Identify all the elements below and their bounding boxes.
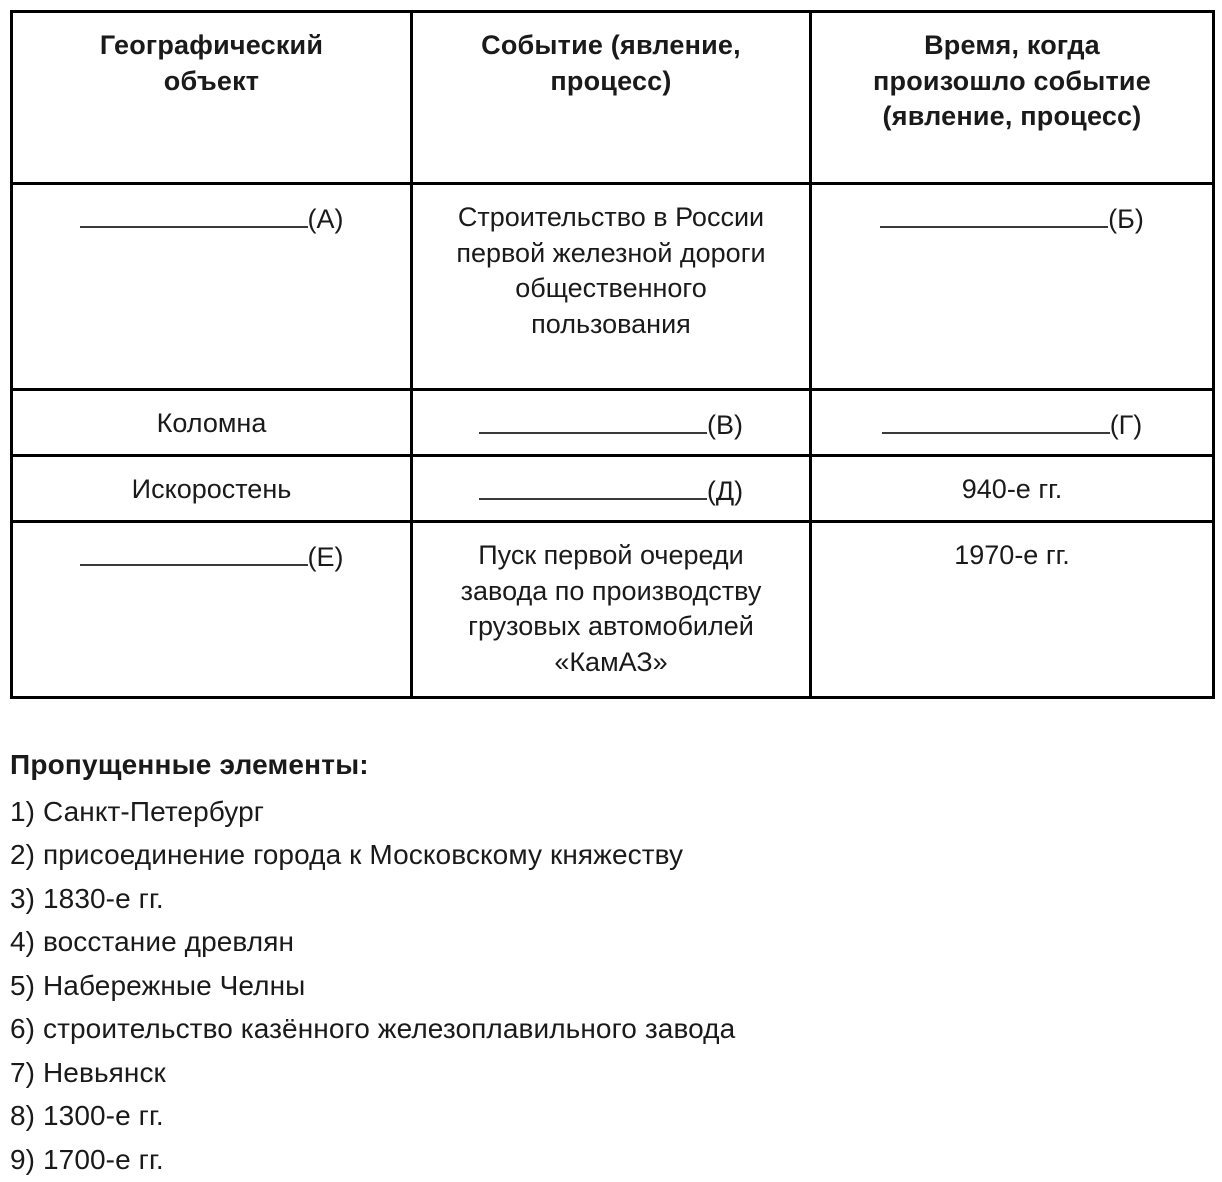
list-item: 5) Набережные Челны [10,969,306,1001]
list-item: 9) 1700-е гг. [10,1143,164,1175]
header-geographic-object: Географический объект [12,12,412,184]
cell-geo-kolomna: Коломна [12,390,412,456]
cell-time-940s: 940-е гг. [811,455,1214,521]
table-row [12,521,1214,697]
cell-time-blank-g [811,390,1214,456]
matching-table [10,10,1215,699]
list-item: 1) Санкт-Петербург [10,795,265,827]
list-item: 7) Невьянск [10,1056,166,1088]
cell-geo-blank-a [12,184,412,390]
cell-event-kamaz: Пуск первой очереди завода по производству грузовых автомобилей «КамАЗ» [412,521,811,697]
header-time: Время, когда произошло событие (явление, процесс) [811,12,1214,184]
missing-elements-title: Пропущенные элементы: [10,748,369,780]
blank-label-a: (А) [307,204,344,235]
cell-event-blank-d [412,455,811,521]
cell-event-railway: Строительство в России первой железной дороги общественного пользования [412,184,811,390]
list-item: 6) строительство казённого железоплавильного завода [10,1013,736,1045]
blank-label-b: (Б) [1108,204,1144,235]
table-row [12,390,1214,456]
list-item: 4) восстание древлян [10,926,295,958]
cell-geo-iskorosten: Искоростень [12,455,412,521]
table-header-row [12,12,1214,184]
blank-line [880,200,1108,228]
missing-elements-section [10,746,1212,1182]
missing-elements-list [10,790,1212,1182]
cell-time-1970s: 1970-е гг. [811,521,1214,697]
cell-geo-blank-e [12,521,412,697]
blank-line [80,200,308,228]
blank-label-v: (В) [707,410,743,441]
blank-line [479,406,707,434]
cell-event-blank-v [412,390,811,456]
list-item: 8) 1300-е гг. [10,1100,164,1132]
blank-line [479,472,707,500]
list-item: 2) присоединение города к Московскому княжеству [10,839,684,871]
blank-line [80,538,308,566]
table-row [12,184,1214,390]
list-item: 3) 1830-е гг. [10,882,164,914]
blank-label-e: (Е) [307,542,344,573]
cell-time-blank-b [811,184,1214,390]
blank-label-d: (Д) [706,476,744,507]
table-row [12,455,1214,521]
header-event: Событие (явление, процесс) [412,12,811,184]
blank-label-g: (Г) [1109,410,1143,441]
blank-line [882,406,1110,434]
